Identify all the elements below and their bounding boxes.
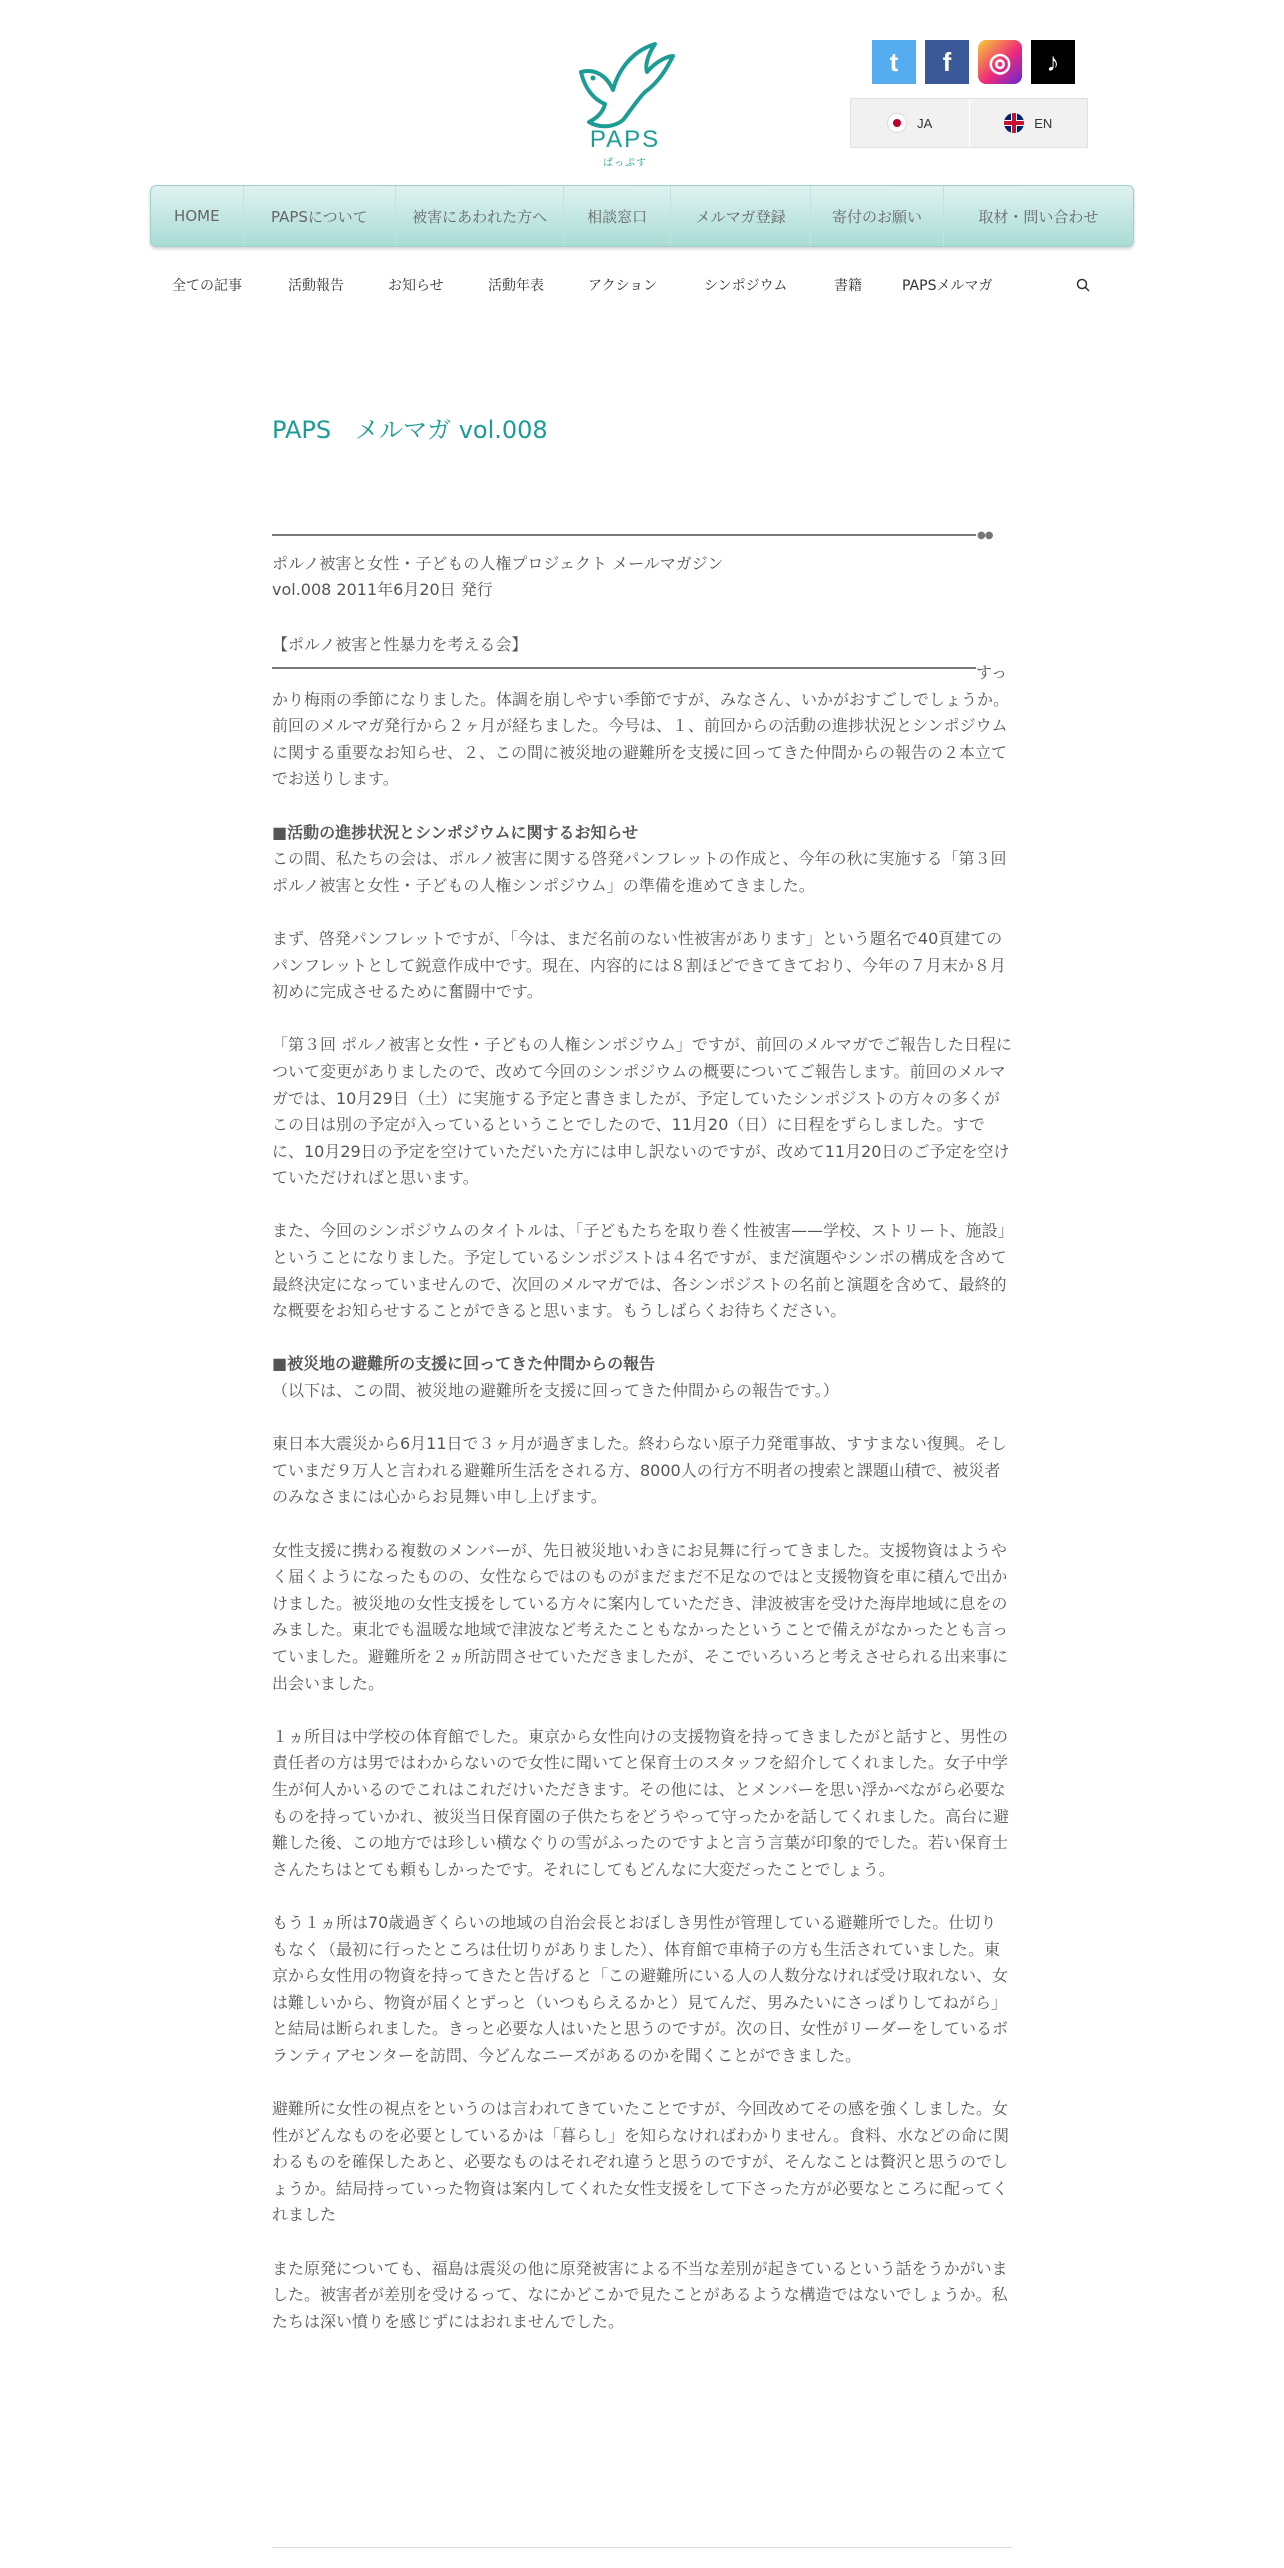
category-activity-report[interactable]: 活動報告 [288,278,344,294]
nav-home[interactable]: HOME [151,186,244,246]
nav-about[interactable]: PAPSについて [244,186,396,246]
instagram-icon[interactable]: ◎ [978,40,1022,84]
section-heading: ■被災地の避難所の支援に回ってきた仲間からの報告 [272,1354,656,1374]
brand-name: PAPS [589,126,661,153]
facebook-icon[interactable]: f [925,40,969,84]
lang-ja-label: JA [917,115,933,131]
japan-flag-icon [887,113,907,133]
category-action[interactable]: アクション [588,278,658,294]
paragraph: 避難所に女性の視点をというのは言われてきていたことですが、今回改めてその感を強くしました。女性がどんなものを必要としているかは「暮らし」を知らなければわかりません。食料、水などの命に関わるものを確保したあと、必要なものはそれぞれ違うと思うのですが、そんなことは贅沢と思うのでしょうか。結局持っていった物資は案内してくれた女性支援をして下さった方が必要なところに配ってくれました [272,2099,1009,2225]
search-icon[interactable] [1076,278,1090,292]
category-all[interactable]: 全ての記事 [172,278,242,294]
category-timeline[interactable]: 活動年表 [488,278,544,294]
issue-date: vol.008 2011年6月20日 発行 [272,580,493,599]
divider [272,534,976,536]
divider-dots-icon: ●● [977,530,993,541]
category-nav [172,275,1102,297]
site-logo[interactable] [570,38,680,173]
post-body [272,660,1012,2362]
lang-ja-button[interactable] [851,99,969,147]
paragraph: （以下は、この間、被災地の避難所を支援に回ってきた仲間からの報告です。） [272,1381,839,1401]
lang-en-button[interactable] [969,99,1088,147]
tiktok-icon[interactable]: ♪ [1031,40,1075,84]
lang-en-label: EN [1034,115,1053,131]
nav-donate[interactable]: 寄付のお願い [811,186,943,246]
language-switcher [850,98,1088,148]
paragraph: １ヵ所目は中学校の体育館でした。東京から女性向けの支援物資を持ってきましたがと話すと、男性の責任者の方は男ではわからないので女性に聞いてと保育士のスタッフを紹介してくれました。女子中学生が何人かいるのでこれはこれだけいただきます。その他には、とメンバーを思い浮かべながら必要なものを持っていかれ、被災当日保育園の子供たちをどうやって守ったかを話してくれました。高台に避難した後、この地方では珍しい横なぐりの雪がふったのですよと言う言葉が印象的でした。若い保育士さんたちはとても頼もしかったです。それにしてもどんなに大変だったことでしょう。 [272,1726,1009,1879]
nav-contact[interactable]: 取材・問い合わせ [978,207,1099,226]
category-symposium[interactable]: シンポジウム [704,278,788,294]
nav-consultation[interactable]: 相談窓口 [564,186,671,246]
nav-for-victims[interactable]: 被害にあわれた方へ [396,186,564,246]
section-heading: ■活動の進捗状況とシンポジウムに関するお知らせ [272,822,639,842]
nav-newsletter-signup[interactable]: メルマガ登録 [671,186,811,246]
footer-divider [272,2547,1012,2548]
category-books[interactable]: 書籍 [834,278,862,294]
category-news[interactable]: お知らせ [388,278,444,294]
paragraph: すっかり梅雨の季節になりました。体調を崩しやすい季節ですが、みなさん、いかがおすごしでしょうか。 前回のメルマガ発行から２ヶ月が経ちました。今号は、１、前回からの活動の進捗状況とシンポジウムに関する重要なお知らせ、２、この間に被災地の避難所を支援に回ってきた仲間からの報告の２本立てでお送りします。 [272,663,1009,789]
organization-label: 【ポルノ被害と性暴力を考える会】 [272,635,528,654]
paragraph: 女性支援に携わる複数のメンバーが、先日被災地いわきにお見舞に行ってきました。支援物資はようやく届くようになったものの、女性ならではのものがまだまだ不足なのではと支援物資を車に積んで出かけました。被災地の女性支援をしている方々に案内していただき、津波被害を受けた海岸地域に息をのみました。東北でも温暖な地域で津波など考えたこともなかったということで備えがなかったとも言っていました。避難所を２ヵ所訪問させていただきましたが、そこでいろいろと考えさせられる出来事に出会いました。 [272,1540,1009,1693]
brand-sub: ぱっぷす [603,158,647,169]
main-nav [150,185,1134,247]
paragraph: まず、啓発パンフレットですが、「今は、まだ名前のない性被害があります」という題名で40頁建てのパンフレットとして鋭意作成中です。現在、内容的には８割ほどできてきており、今年の７月末か８月初めに完成させるために奮闘中です。 [272,928,1006,1002]
paragraph: 東日本大震災から6月11日で３ヶ月が過ぎました。終わらない原子力発電事故、すすまない復興。そしていまだ９万人と言われる避難所生活をされる方、8000人の行方不明者の捜索と課題山積で、被災者のみなさまには心からお見舞い申し上げます。 [272,1434,1007,1507]
social-bar [872,40,1075,84]
paragraph: この間、私たちの会は、ポルノ被害に関する啓発パンフレットの作成と、今年の秋に実施する「第３回 ポルノ被害と女性・子どもの人権シンポジウム」の準備を進めてきました。 [272,849,1007,895]
post-title: PAPS メルマガ vol.008 [272,416,548,444]
twitter-icon[interactable]: t [872,40,916,84]
uk-flag-icon [1004,113,1024,133]
category-newsletter[interactable]: PAPSメルマガ [902,278,993,294]
paragraph: また、今回のシンポジウムのタイトルは、「子どもたちを取り巻く性被害——学校、ストリート、施設」ということになりました。予定しているシンポジストは４名ですが、まだ演題やシンポの構成を含めて最終決定になっていませんので、次回のメルマガでは、各シンポジストの名前と演題を含めて、最終的な概要をお知らせすることができると思います。もうしばらくお待ちください。 [272,1221,1007,1321]
paragraph: もう１ヵ所は70歳過ぎくらいの地域の自治会長とおぼしき男性が管理している避難所でした。仕切りもなく（最初に行ったところは仕切りがありました）、体育館で車椅子の方も生活されていました。東京から女性用の物資を持ってきたと告げると「この避難所にいる人の人数分なければ受け取れない、女は難しいから、物資が届くとずっと（いつもらえるかと）見てんだ、男みたいにさっぱりしてねがら」と結局は断られました。きっと必要な人はいたと思うのですが。次の日、女性がリーダーをしているボランティアセンターを訪問、今どんなニーズがあるのかを聞くことができました。 [272,1912,1009,2065]
paragraph: また原発についても、福島は震災の他に原発被害による不当な差別が起きているという話をうかがいました。被害者が差別を受けるって、なにかどこかで見たことがあるような構造ではないでしょうか。私たちは深い憤りを感じずにはおれませんでした。 [272,2258,1008,2331]
dove-logo-icon [573,38,677,130]
paragraph: 「第３回 ポルノ被害と女性・子どもの人権シンポジウム」ですが、前回のメルマガでご報告した日程について変更がありましたので、改めて今回のシンポジウムの概要についてご報告します。前回のメルマガでは、10月29日（土）に実施する予定と書きましたが、予定していたシンポジストの方々の多くがこの日は別の予定が入っているということでしたので、11月20（日）に日程をずらしました。すでに、10月29日の予定を空けていただいた方には申し訳ないのですが、改めて11月20日のご予定を空けていただければと思います。 [272,1035,1012,1188]
newsletter-name: ポルノ被害と女性・子どもの人権プロジェクト メールマガジン [272,554,724,573]
